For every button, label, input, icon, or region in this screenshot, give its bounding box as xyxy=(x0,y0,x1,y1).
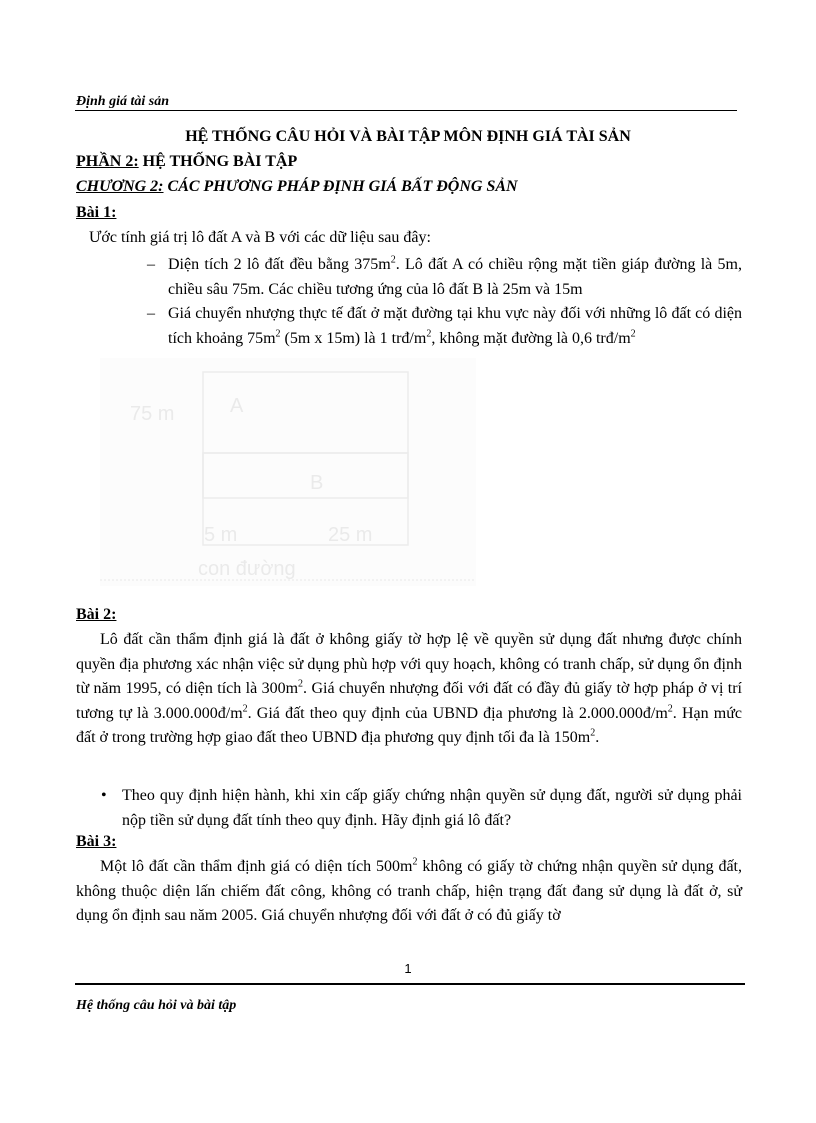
land-plot-diagram xyxy=(100,358,476,586)
diagram-label-b: B xyxy=(310,472,324,494)
bai1-intro: Ước tính giá trị lô đất A và B với các dữ liệu sau đây: xyxy=(89,229,431,246)
diagram-background xyxy=(100,358,476,586)
bai2-sup-1: 2 xyxy=(298,678,304,690)
bai3-sup: 2 xyxy=(412,856,418,868)
bai3-text-a: Một lô đất cần thẩm định giá có diện tích 500m xyxy=(100,858,413,875)
bai2-text-a: Lô đất cần thẩm định giá là đất ở không giấy tờ hợp lệ về quyền sử dụng đất nhưng được chính quyền địa phương xác nhận việc sử dụng phù hợp với quy hoạch, không có tranh chấp, sử dụng ổn định từ năm 1995, có diện tích là 300m xyxy=(76,631,742,697)
bullet2-sup-3: 2 xyxy=(630,328,636,340)
bai2-sup-4: 2 xyxy=(590,727,596,739)
page-number: 1 xyxy=(404,961,412,976)
bai2-text-e: . xyxy=(595,729,600,746)
bullet1-text-b: . Lô đất A có chiều rộng mặt tiền giáp đường là 5m, chiều sâu 75m. Các chiều tương ứng của lô đất B là 25m và 15m xyxy=(168,256,743,298)
bai3-text-b: không có giấy tờ chứng nhận quyền sử dụng đất, không thuộc diện lấn chiếm đất công, không có tranh chấp, hiện trạng đất đang sử dụng là đất ở, sử dụng ổn định sau năm 2005. Giá chuyển nhượng đối với đất ở có đủ giấy tờ xyxy=(76,858,743,924)
diagram-label-a: A xyxy=(230,395,244,417)
bai1-bullet-1 xyxy=(168,253,742,302)
bullet2-sup-1: 2 xyxy=(275,328,281,340)
bullet1-sup: 2 xyxy=(390,254,396,266)
bai1-heading: Bài 1: xyxy=(76,204,117,221)
bullet2-text-c: , không mặt đường là 0,6 trđ/m xyxy=(431,329,631,347)
part-heading xyxy=(76,153,297,171)
bai2-text-b: . Giá chuyển nhượng đối với đất có đầy đủ giấy tờ hợp pháp ở vị trí tương tự là 3.000.000đ/m xyxy=(76,680,742,722)
bullet-dash-2: – xyxy=(147,305,155,322)
diagram-label-road: con đường xyxy=(198,558,296,580)
part-title: HỆ THỐNG BÀI TẬP xyxy=(138,153,298,170)
bullet2-text-b: (5m x 15m) là 1 trđ/m xyxy=(280,329,427,347)
bai2-heading: Bài 2: xyxy=(76,606,117,623)
chapter-title: CÁC PHƯƠNG PHÁP ĐỊNH GIÁ BẤT ĐỘNG SẢN xyxy=(163,178,518,195)
bullet2-text-a: Giá chuyển nhượng thực tế đất ở mặt đường tại khu vực này đối với những lô đất có diện tích khoảng 75m xyxy=(168,305,742,347)
bullet-dash-1: – xyxy=(147,256,155,273)
bullet2-sup-2: 2 xyxy=(426,328,432,340)
diagram-label-depth: 75 m xyxy=(130,403,175,425)
header-rule xyxy=(75,110,737,111)
bai2-text-c: . Giá đất theo quy định của UBND địa phương là 2.000.000đ/m xyxy=(247,704,668,722)
chapter-heading xyxy=(76,178,518,196)
bai3-paragraph xyxy=(76,855,742,929)
bai1-bullet-2 xyxy=(168,302,742,351)
bai2-paragraph xyxy=(76,628,742,751)
bai2-text-d: . Hạn mức đất ở trong trường hợp giao đất theo UBND địa phương quy định tối đa là 150m xyxy=(76,704,743,746)
bai2-bullet: Theo quy định hiện hành, khi xin cấp giấy chứng nhận quyền sử dụng đất, người sử dụng phải nộp tiền sử dụng đất tính theo quy định. Hãy định giá lô đất? xyxy=(122,787,742,829)
bai2-sup-3: 2 xyxy=(667,703,673,715)
footer-rule xyxy=(75,983,745,985)
diagram-label-width-a: 5 m xyxy=(204,524,238,546)
part-label: PHẦN 2: xyxy=(76,153,139,170)
bai2-sup-2: 2 xyxy=(242,703,248,715)
bai2-bullet-dot: • xyxy=(101,787,107,804)
chapter-label: CHƯƠNG 2: xyxy=(76,178,164,195)
bai3-heading: Bài 3: xyxy=(76,833,117,850)
diagram-label-width-b: 25 m xyxy=(328,524,373,546)
footer-title: Hệ thống câu hỏi và bài tập xyxy=(76,998,237,1013)
bullet1-text-a: Diện tích 2 lô đất đều bằng 375m xyxy=(168,256,391,273)
main-title: HỆ THỐNG CÂU HỎI VÀ BÀI TẬP MÔN ĐỊNH GIÁ TÀI SẢN xyxy=(185,128,631,145)
header-title: Định giá tài sản xyxy=(76,94,169,109)
